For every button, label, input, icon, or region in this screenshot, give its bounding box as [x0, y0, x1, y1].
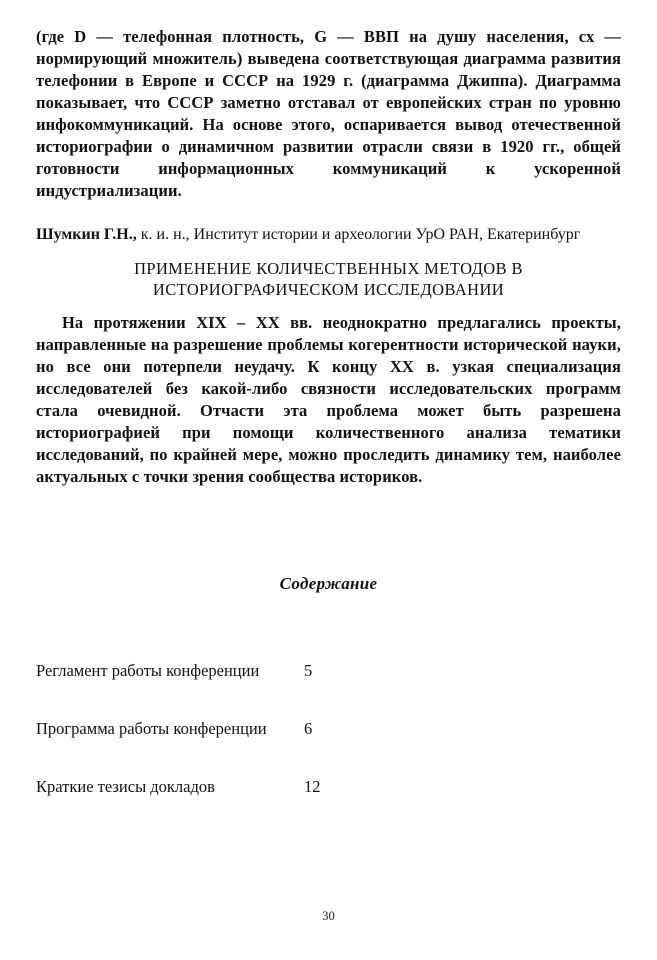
toc-item-label: Регламент работы конференции: [36, 661, 260, 680]
toc-row: [36, 660, 621, 682]
toc-item-page: 5: [304, 661, 313, 680]
abstract-section: [36, 312, 621, 488]
author-name: Шумкин Г.Н.,: [36, 226, 137, 243]
toc-row: [36, 718, 621, 740]
toc-row: [36, 776, 621, 798]
page-number: 30: [322, 909, 335, 923]
abstract-paragraph: На протяжении XIX – XX вв. неоднократно предлагались проекты, направленные на разрешение проблемы когерентности исторической науки, но все они потерпели неудачу. К концу XX в. узкая специализация исследователей без какой-либо связности исследовательских программ стала очевидной. Отчасти эта проблема может быть разрешена историографией при помощи количественного анализа тематики исследований, по крайней мере, можно проследить динамику тем, наиболее актуальных с точки зрения сообщества историков.: [36, 313, 621, 486]
author-affiliation: к. и. н., Институт истории и археологии УрО РАН, Екатеринбург: [136, 226, 581, 243]
toc-item-page: 12: [304, 777, 321, 796]
report-title-line2: ИСТОРИОГРАФИЧЕСКОМ ИССЛЕДОВАНИИ: [152, 280, 505, 299]
toc-item-label: Краткие тезисы докладов: [36, 777, 215, 796]
toc-item-page: 6: [304, 719, 313, 738]
table-of-contents: [36, 660, 621, 798]
author-line: [36, 224, 621, 245]
report-title: [36, 258, 621, 300]
report-title-line1: ПРИМЕНЕНИЕ КОЛИЧЕСТВЕННЫХ МЕТОДОВ В: [134, 259, 523, 278]
toc-item-label: Программа работы конференции: [36, 719, 267, 738]
toc-heading: Содержание: [279, 574, 378, 593]
lead-paragraph: (где D — телефонная плотность, G — ВВП на душу населения, сх — нормирующий множитель) выведена соответствующая диаграмма развития телефонии в Европе и СССР на 1929 г. (диаграмма Джиппа). Диаграмма показывает, что СССР заметно отставал от европейских стран по уровню инфокоммуникаций. На основе этого, оспаривается вывод отечественной историографии о динамичном развитии отрасли связи в 1920 гг., общей готовности информационных коммуникаций к ускоренной индустриализации.: [36, 27, 621, 200]
